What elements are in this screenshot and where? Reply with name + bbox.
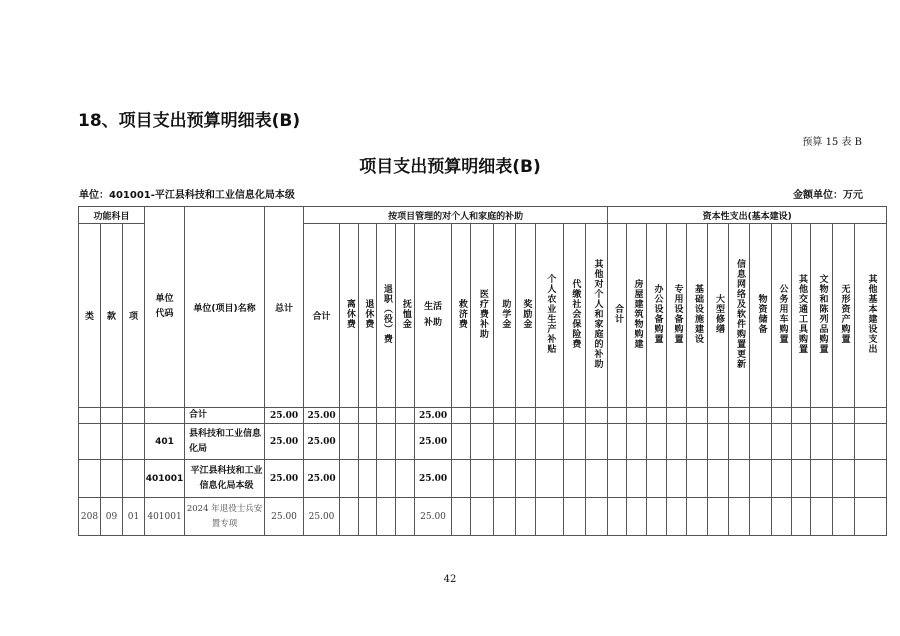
- header-social-insurance: 代缴社会保险费: [564, 224, 586, 408]
- cell-living-subsidy: 25.00: [415, 460, 452, 498]
- cell-lei: [79, 460, 101, 498]
- cell-total: 25.00: [265, 408, 304, 424]
- header-subsidy-total: 合计: [304, 224, 340, 408]
- header-agri-subsidy: 个人农业生产补贴: [536, 224, 564, 408]
- header-official-vehicle: 公务用车购置: [772, 224, 792, 408]
- cell-total: 25.00: [265, 424, 304, 460]
- header-building: 房屋建筑物购建: [627, 224, 647, 408]
- header-major-repair: 大型修缮: [708, 224, 729, 408]
- table-row: [79, 460, 887, 498]
- header-other-transport: 其他交通工具购置: [792, 224, 811, 408]
- header-capital-group: 资本性支出(基本建设): [608, 207, 887, 224]
- cell-name: 平江县科技和工业信息化局本级: [185, 460, 265, 498]
- header-row-1: [79, 207, 887, 224]
- header-other-subsidy: 其他对个人和家庭的补助: [586, 224, 608, 408]
- header-capital-total: 合计: [608, 224, 627, 408]
- header-office-equipment: 办公设备购置: [647, 224, 667, 408]
- header-xiang: 项: [123, 224, 145, 408]
- table-row: [79, 498, 887, 536]
- header-pension: 抚恤金: [396, 224, 415, 408]
- cell-subsidy-total: 25.00: [304, 408, 340, 424]
- header-resignation: 退职（役）费: [377, 224, 396, 408]
- header-subsidy-group: 按项目管理的对个人和家庭的补助: [304, 207, 608, 224]
- header-living-subsidy: 生活 补助: [415, 224, 452, 408]
- cell-name: 县科技和工业信息化局: [185, 424, 265, 460]
- cell-lei: 208: [79, 498, 101, 536]
- amount-unit-label: 金额单位：万元: [793, 190, 863, 201]
- header-retirement-lixiu: 离休费: [340, 224, 359, 408]
- cell-xiang: 01: [123, 498, 145, 536]
- cell-kuan: 09: [101, 498, 123, 536]
- header-unit-code: 单位 代码: [145, 207, 185, 408]
- header-reward: 奖励金: [516, 224, 536, 408]
- form-number: 预算 15 表 B: [802, 137, 862, 148]
- cell-subsidy-total: 25.00: [304, 498, 340, 536]
- header-relief: 救济费: [452, 224, 471, 408]
- cell-lei: [79, 408, 101, 424]
- table-title: 项目支出预算明细表(B): [359, 157, 541, 177]
- budget-table: [78, 206, 887, 536]
- cell-code: [145, 408, 185, 424]
- cell-code: 401001: [145, 460, 185, 498]
- header-retirement-tuixiu: 退休费: [359, 224, 377, 408]
- header-material-reserve: 物资储备: [750, 224, 772, 408]
- cell-total: 25.00: [265, 460, 304, 498]
- cell-xiang: [123, 408, 145, 424]
- header-total: 总计: [265, 207, 304, 408]
- page-number: 42: [443, 574, 457, 585]
- cell-kuan: [101, 424, 123, 460]
- cell-code: 401: [145, 424, 185, 460]
- header-other-construction: 其他基本建设支出: [855, 224, 887, 408]
- cell-living-subsidy: 25.00: [415, 424, 452, 460]
- cell-lei: [79, 424, 101, 460]
- header-student-aid: 助学金: [494, 224, 516, 408]
- header-kuan: 款: [101, 224, 123, 408]
- header-medical-subsidy: 医疗费补助: [471, 224, 494, 408]
- cell-xiang: [123, 460, 145, 498]
- header-intangible-assets: 无形资产购置: [833, 224, 855, 408]
- cell-subsidy-total: 25.00: [304, 424, 340, 460]
- table-row: [79, 408, 887, 424]
- section-title: 18、项目支出预算明细表(B): [78, 111, 301, 131]
- header-it-software: 信息网络及软件购置更新: [729, 224, 750, 408]
- header-lei: 类: [79, 224, 101, 408]
- header-func-subject: 功能科目: [79, 207, 145, 224]
- cell-name: 合计: [185, 408, 265, 424]
- cell-subsidy-total: 25.00: [304, 460, 340, 498]
- cell-kuan: [101, 408, 123, 424]
- cell-xiang: [123, 424, 145, 460]
- header-cultural-relics: 文物和陈列品购置: [811, 224, 833, 408]
- header-infrastructure: 基础设施建设: [687, 224, 708, 408]
- cell-total: 25.00: [265, 498, 304, 536]
- header-special-equipment: 专用设备购置: [667, 224, 687, 408]
- cell-code: 401001: [145, 498, 185, 536]
- cell-name: 2024 年退役士兵安置专项: [185, 498, 265, 536]
- cell-living-subsidy: 25.00: [415, 408, 452, 424]
- unit-label: 单位：401001-平江县科技和工业信息化局本级: [79, 190, 295, 201]
- cell-kuan: [101, 460, 123, 498]
- header-unit-name: 单位(项目)名称: [185, 207, 265, 408]
- table-row: [79, 424, 887, 460]
- cell-living-subsidy: 25.00: [415, 498, 452, 536]
